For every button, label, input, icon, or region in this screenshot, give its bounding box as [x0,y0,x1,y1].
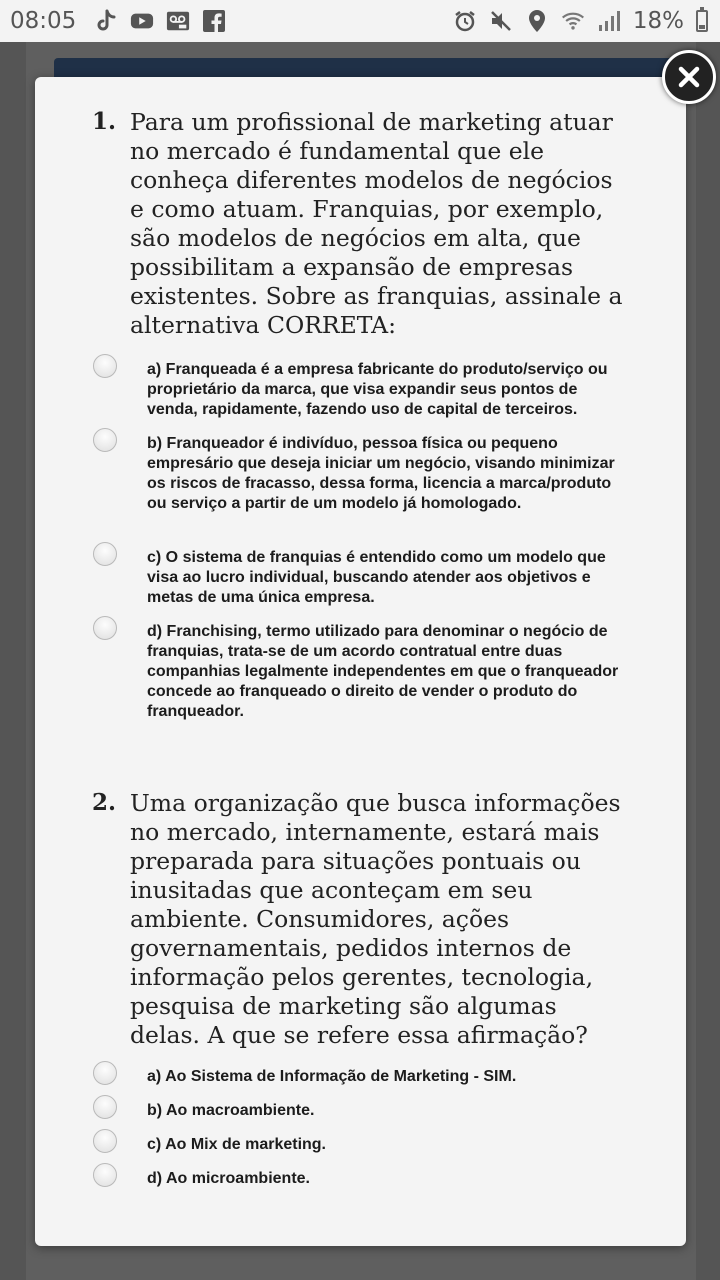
radio-button[interactable] [93,1061,117,1085]
tiktok-icon [94,9,118,33]
battery-percent: 18% [632,8,684,34]
radio-button[interactable] [93,1095,117,1119]
radio-button[interactable] [93,1163,117,1187]
question-text: Uma organização que busca informações no mercado, internamente, estará mais preparada para situações pontuais ou inusitadas que aconteçam em seu ambiente. Consumidores, ações governamentais, pedidos internos de informação pelos gerentes, tecnologia, pesquisa de marketing são algumas delas. A que se refere essa afirmação? [130,789,621,1049]
option-label[interactable]: d) Ao microambiente. [147,1170,310,1187]
option-label[interactable]: b) Franqueador é indivíduo, pessoa física ou pequeno empresário que deseja iniciar um negócio, visando minimizar os riscos de fracasso, dessa forma, licencia a marca/produto ou serviço a partir de um modelo já homologado. [147,435,615,512]
option-label[interactable]: b) Ao macroambiente. [147,1102,315,1119]
option-label[interactable]: a) Ao Sistema de Informação de Marketing - SIM. [147,1068,517,1085]
status-bar-right [453,8,708,34]
question-text: Para um profissional de marketing atuar no mercado é fundamental que ele conheça diferentes modelos de negócios e como atuam. Franquias, por exemplo, são modelos de negócios em alta, que possibilitam a expansão de empresas existentes. Sobre as franquias, assinale a alternativa CORRETA: [130,108,623,339]
option-label[interactable]: a) Franqueada é a empresa fabricante do produto/serviço ou proprietário da marca, que visa expandir seus pontos de venda, rapidamente, fazendo uso de capital de terceiros. [147,361,608,418]
close-button[interactable] [662,50,716,104]
battery-icon [696,10,708,32]
voicemail-icon [166,9,190,33]
status-bar [0,0,720,42]
option-label[interactable]: c) O sistema de franquias é entendido como um modelo que visa ao lucro individual, buscando atender aos objetivos e metas de uma única empresa. [147,549,606,606]
facebook-icon [202,9,226,33]
clock: 08:05 [10,8,77,34]
alarm-icon [453,9,477,33]
question-2 [35,789,686,1209]
wifi-icon [561,9,585,33]
signal-icon [597,9,621,33]
status-bar-left [10,8,226,34]
option-label[interactable]: c) Ao Mix de marketing. [147,1136,326,1153]
question-number: 2. [92,789,117,816]
location-icon [525,9,549,33]
radio-button[interactable] [93,542,117,566]
youtube-icon [130,9,154,33]
radio-button[interactable] [93,1129,117,1153]
radio-button[interactable] [93,616,117,640]
quiz-modal [35,77,686,1246]
mute-icon [489,9,513,33]
radio-button[interactable] [93,354,117,378]
option-label[interactable]: d) Franchising, termo utilizado para denominar o negócio de franquias, trata-se de um acordo contratual entre duas companhias legalmente independentes em que o franqueador concede ao franqueado o direito de vender o produto do franqueador. [147,623,619,720]
close-icon [676,64,702,90]
question-1 [35,108,686,718]
question-number: 1. [92,108,117,135]
radio-button[interactable] [93,428,117,452]
